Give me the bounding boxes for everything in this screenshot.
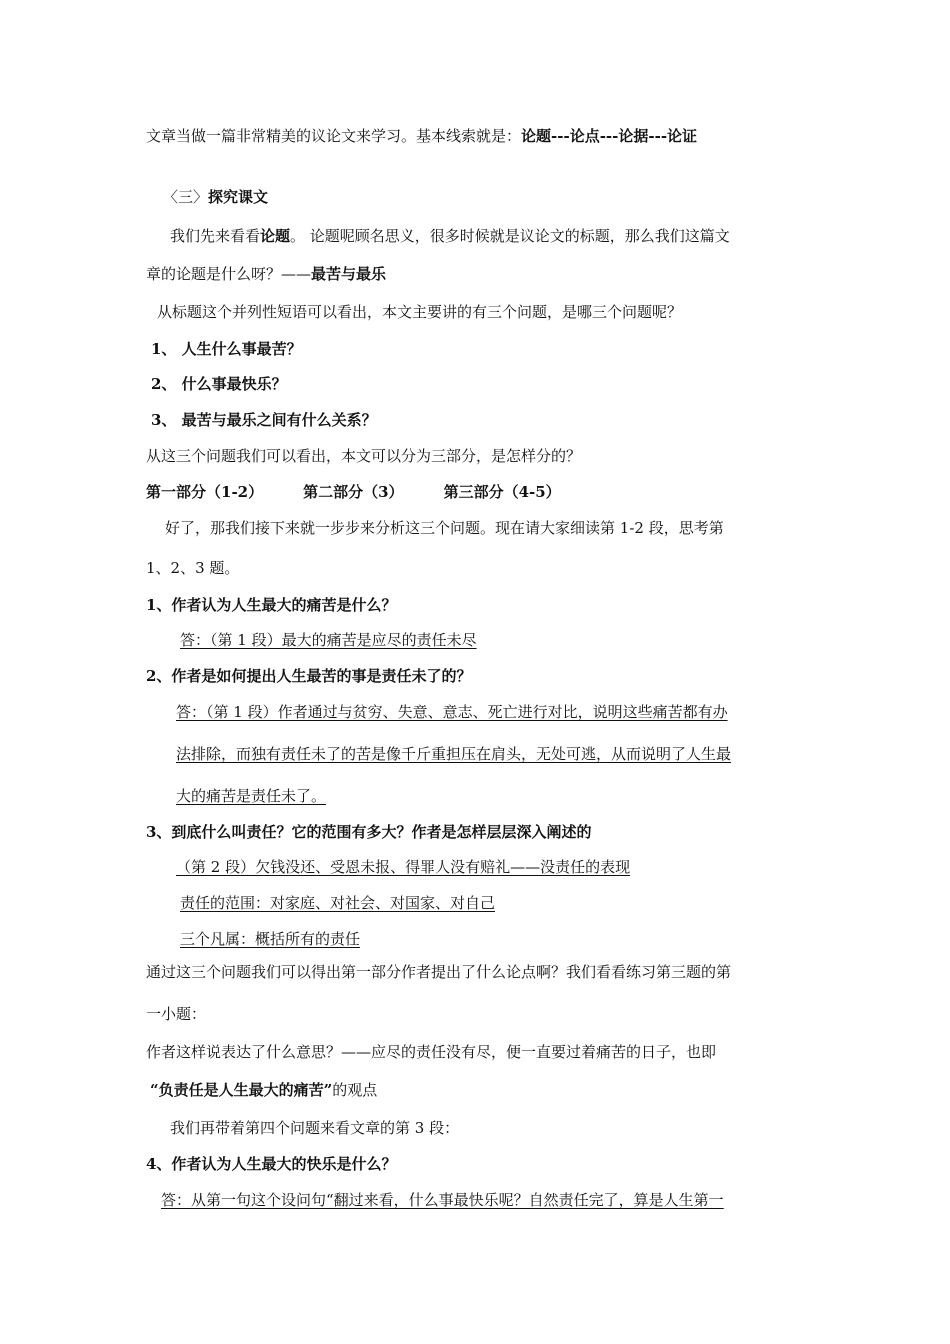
parts-line <box>146 482 561 502</box>
answer-3-line: 三个凡属：概括所有的责任 <box>180 930 361 948</box>
paragraph-topic-1 <box>170 226 730 246</box>
intro-line <box>146 126 697 146</box>
paragraph-viewpoint <box>150 1080 377 1100</box>
question-list-item: 3、 最苦与最乐之间有什么关系？ <box>151 411 377 429</box>
answer-3-line: （第 2 段）欠钱没还、受恩未报、得罪人没有赔礼——没责任的表现 <box>176 858 631 876</box>
question-list-item: 1、 人生什么事最苦？ <box>151 340 302 358</box>
answer-2-line: 大的痛苦是责任未了。 <box>176 787 327 805</box>
answer-2-line: 法排除，而独有责任未了的苦是像千斤重担压在肩头，无处可逃，从而说明了人生最 <box>176 745 732 763</box>
paragraph-topic-2 <box>146 264 386 284</box>
paragraph-argument-1: 通过这三个问题我们可以得出第一部分作者提出了什么论点啊？我们看看练习第三题的第 <box>146 963 732 981</box>
paragraph-three-questions: 从标题这个并列性短语可以看出，本文主要讲的有三个问题，是哪三个问题呢？ <box>157 303 683 321</box>
keyword-title: 最苦与最乐 <box>311 265 387 283</box>
section-title: 探究课文 <box>208 188 269 206</box>
question-4: 4、作者认为人生最大的快乐是什么？ <box>146 1155 397 1173</box>
clue-text: 论题---论点---论据---论证 <box>521 127 698 145</box>
section-number: 〈三〉 <box>163 188 209 206</box>
text-span: 章的论题是什么呀？—— <box>146 265 312 283</box>
part-label: 第二部分（3） <box>303 483 404 501</box>
paragraph-meaning: 作者这样说表达了什么意思？——应尽的责任没有尽，便一直要过着痛苦的日子，也即 <box>146 1043 717 1061</box>
question-1: 1、作者认为人生最大的痛苦是什么？ <box>146 596 397 614</box>
paragraph-instruction-2: 1、2、3 题。 <box>146 559 240 577</box>
part-label: 第一部分（1-2） <box>146 483 264 501</box>
keyword-topic: 论题 <box>260 227 291 245</box>
answer-4-line: 答：从第一句这个设问句“翻过来看，什么事最快乐呢？自然责任完了，算是人生第一 <box>161 1191 724 1209</box>
viewpoint-quote: “负责任是人生最大的痛苦” <box>150 1081 333 1099</box>
question-2: 2、作者是如何提出人生最苦的事是责任未了的？ <box>146 667 472 685</box>
answer-1-line: 答：（第 1 段）最大的痛苦是应尽的责任未尽 <box>180 631 477 649</box>
paragraph-division: 从这三个问题我们可以看出，本文可以分为三部分，是怎样分的？ <box>146 447 582 465</box>
section-heading <box>163 187 268 207</box>
question-3: 3、到底什么叫责任？它的范围有多大？作者是怎样层层深入阐述的 <box>146 823 592 841</box>
part-label: 第三部分（4-5） <box>443 483 561 501</box>
paragraph-part-3: 我们再带着第四个问题来看文章的第 3 段： <box>170 1119 460 1137</box>
answer-3-line: 责任的范围：对家庭、对社会、对国家、对自己 <box>180 894 496 912</box>
text-span: 。 论题呢顾名思义，很多时候就是议论文的标题，那么我们这篇文 <box>290 227 730 245</box>
question-list-item: 2、 什么事最快乐？ <box>151 375 287 393</box>
answer-2-line: 答：（第 1 段）作者通过与贫穷、失意、意志、死亡进行对比，说明这些痛苦都有办 <box>176 703 728 721</box>
text-span: 的观点 <box>332 1081 378 1099</box>
intro-text: 文章当做一篇非常精美的议论文来学习。基本线索就是： <box>146 127 522 145</box>
text-span: 我们先来看看 <box>170 227 261 245</box>
paragraph-instruction-1: 好了，那我们接下来就一步步来分析这三个问题。现在请大家细读第 1-2 段，思考第 <box>165 519 724 537</box>
paragraph-argument-2: 一小题： <box>146 1005 207 1023</box>
